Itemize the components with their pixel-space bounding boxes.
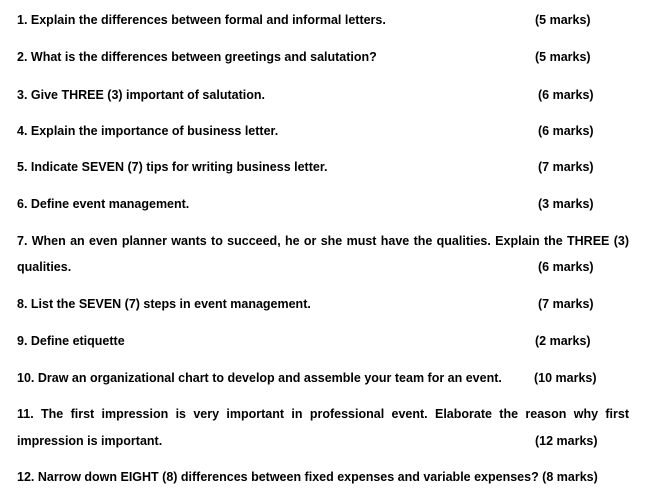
question-11-text-line1: 11. The first impression is very important in professional event. Elaborate the reason why first xyxy=(17,407,629,421)
question-7-text-line2: qualities. xyxy=(17,260,72,274)
question-7-marks: (6 marks) xyxy=(538,260,594,274)
question-4-text: 4. Explain the importance of business letter. xyxy=(17,124,279,138)
question-2-marks: (5 marks) xyxy=(535,50,591,64)
question-11-text-line2: impression is important. xyxy=(17,434,163,448)
question-8-marks: (7 marks) xyxy=(538,297,594,311)
question-8-text: 8. List the SEVEN (7) steps in event management. xyxy=(17,297,311,311)
question-6-marks: (3 marks) xyxy=(538,197,594,211)
question-9-text: 9. Define etiquette xyxy=(17,334,125,348)
question-2-text: 2. What is the differences between greetings and salutation? xyxy=(17,50,377,64)
question-10-text: 10. Draw an organizational chart to develop and assemble your team for an event. xyxy=(17,371,502,385)
question-3-marks: (6 marks) xyxy=(538,88,594,102)
question-9-marks: (2 marks) xyxy=(535,334,591,348)
question-7-text-line1: 7. When an even planner wants to succeed, he or she must have the qualities. Explain the THREE (3) xyxy=(17,234,629,248)
question-4-marks: (6 marks) xyxy=(538,124,594,138)
question-6-text: 6. Define event management. xyxy=(17,197,190,211)
question-3-text: 3. Give THREE (3) important of salutation. xyxy=(17,88,265,102)
question-5-marks: (7 marks) xyxy=(538,160,594,174)
question-11-marks: (12 marks) xyxy=(535,434,598,448)
question-10-marks: (10 marks) xyxy=(534,371,597,385)
question-12-text: 12. Narrow down EIGHT (8) differences between fixed expenses and variable expenses? (8 marks) xyxy=(17,470,598,484)
question-1-text: 1. Explain the differences between formal and informal letters. xyxy=(17,13,386,27)
question-1-marks: (5 marks) xyxy=(535,13,591,27)
question-5-text: 5. Indicate SEVEN (7) tips for writing business letter. xyxy=(17,160,328,174)
